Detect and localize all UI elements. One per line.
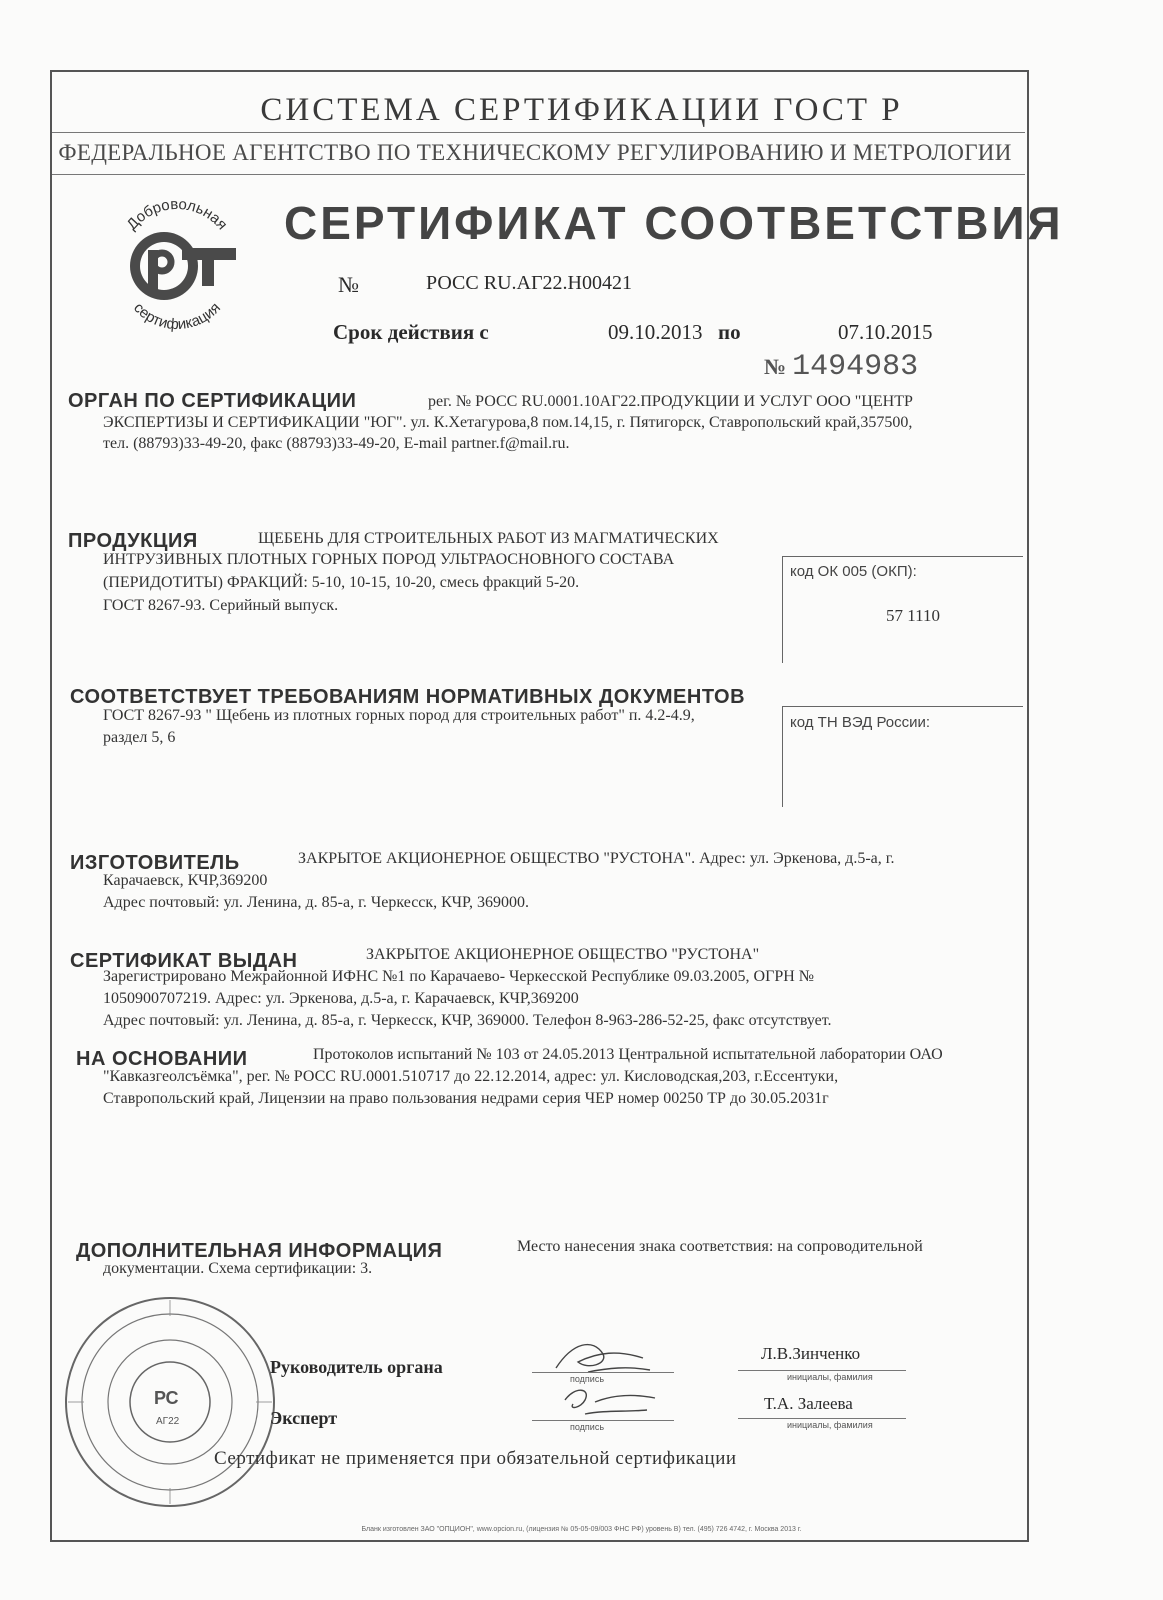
okp-value: 57 1110 (886, 606, 940, 625)
product-line-4: ГОСТ 8267-93. Серийный выпуск. (103, 597, 339, 614)
expert-signature-icon (555, 1380, 665, 1424)
agency-header: ФЕДЕРАЛЬНОЕ АГЕНТСТВО ПО ТЕХНИЧЕСКОМУ РЕГУЛИРОВАНИЮ И МЕТРОЛОГИИ (58, 140, 1012, 165)
issued-line-1: ЗАКРЫТОЕ АКЦИОНЕРНОЕ ОБЩЕСТВО "РУСТОНА" (366, 946, 760, 963)
rst-logo-icon (102, 192, 252, 332)
svg-text:сертификация (130, 299, 224, 332)
head-name: Л.В.Зинченко (761, 1344, 861, 1363)
tnved-label: код ТН ВЭД России: (790, 714, 931, 731)
logo-top-text: Добровольная (123, 195, 231, 234)
head-name-line (738, 1370, 906, 1371)
svg-text:Добровольная (123, 196, 230, 233)
expert-label: Эксперт (270, 1408, 338, 1428)
issued-line-4: Адрес почтовый: ул. Ленина, д. 85-а, г. Черкесск, КЧР, 369000. Телефон 8-963-286-52-25, факс отсутствует. (103, 1012, 832, 1029)
manufacturer-line-2: Карачаевск, КЧР,369200 (103, 872, 268, 889)
manufacturer-heading: ИЗГОТОВИТЕЛЬ (70, 852, 240, 874)
head-name-caption: инициалы, фамилия (787, 1372, 873, 1382)
additional-line-1: Место нанесения знака соответствия: на сопроводительной (517, 1238, 923, 1255)
certificate-number: РОСС RU.АГ22.Н00421 (426, 272, 632, 294)
registration-label: № (764, 354, 787, 379)
product-line-2: ИНТРУЗИВНЫХ ПЛОТНЫХ ГОРНЫХ ПОРОД УЛЬТРАОСНОВНОГО СОСТАВА (103, 551, 675, 568)
organization-stamp-icon (58, 1290, 283, 1515)
additional-heading: ДОПОЛНИТЕЛЬНАЯ ИНФОРМАЦИЯ (76, 1240, 443, 1262)
conformity-heading: СООТВЕТСТВУЕТ ТРЕБОВАНИЯМ НОРМАТИВНЫХ ДОКУМЕНТОВ (70, 686, 746, 708)
validity-to-label: по (718, 320, 741, 344)
validity-from: 09.10.2013 (608, 320, 703, 344)
expert-sign-caption: подпись (570, 1422, 605, 1432)
organ-line-2: ЭКСПЕРТИЗЫ И СЕРТИФИКАЦИИ "ЮГ". ул. К.Хетагурова,8 пом.14,15, г. Пятигорск, Ставропольский край,357500, (103, 414, 913, 431)
system-header: СИСТЕМА СЕРТИФИКАЦИИ ГОСТ Р (260, 92, 903, 128)
stamp-center-text: АГ22 (156, 1416, 180, 1427)
head-sign-caption: подпись (570, 1374, 605, 1384)
basis-heading: НА ОСНОВАНИИ (76, 1048, 248, 1070)
okp-label: код ОК 005 (ОКП): (790, 563, 917, 580)
validity-to: 07.10.2015 (838, 320, 933, 344)
validity-label: Срок действия с (333, 320, 489, 344)
conformity-line-2: раздел 5, 6 (103, 729, 176, 746)
certificate-title: СЕРТИФИКАТ СООТВЕТСТВИЯ (284, 197, 1064, 249)
registration-number (764, 350, 918, 384)
head-label: Руководитель органа (270, 1357, 443, 1377)
conformity-line-1: ГОСТ 8267-93 " Щебень из плотных горных пород для строительных работ" п. 4.2-4.9, (103, 707, 695, 724)
product-heading: ПРОДУКЦИЯ (68, 530, 198, 552)
basis-line-1: Протоколов испытаний № 103 от 24.05.2013 Центральной испытательной лаборатории ОАО (313, 1046, 943, 1063)
number-label: № (338, 272, 359, 297)
svg-text:РС: РС (154, 1388, 179, 1408)
product-line-3: (ПЕРИДОТИТЫ) ФРАКЦИЙ: 5-10, 10-15, 10-20, смесь фракций 5-20. (103, 574, 580, 591)
header-rule-1 (52, 132, 1025, 133)
manufacturer-line-3: Адрес почтовый: ул. Ленина, д. 85-а, г. Черкесск, КЧР, 369000. (103, 894, 529, 911)
basis-line-2: "Кавказгеолсъёмка", рег. № РОСС RU.0001.510717 до 22.12.2014, адрес: ул. Кисловодская,203, г.Ессентуки, (103, 1068, 839, 1085)
registration-value: 1494983 (792, 350, 919, 384)
issued-line-3: 1050900707219. Адрес: ул. Эркенова, д.5-а, г. Карачаевск, КЧР,369200 (103, 990, 579, 1007)
organ-line-1: рег. № РОСС RU.0001.10АГ22.ПРОДУКЦИИ И УСЛУГ ООО "ЦЕНТР (428, 393, 913, 410)
disclaimer: Сертификат не применяется при обязательной сертификации (214, 1448, 737, 1469)
additional-line-2: документации. Схема сертификации: 3. (103, 1260, 373, 1277)
expert-name-line (738, 1418, 906, 1419)
issued-line-2: Зарегистрировано Межрайонной ИФНС №1 по Карачаево- Черкесской Республике 09.03.2005, ОГРН № (103, 968, 815, 985)
logo-bottom-text: сертификация (130, 299, 224, 332)
basis-line-3: Ставропольский край, Лицензии на право пользования недрами серия ЧЕР номер 00250 ТР до 30.05.2031г (103, 1090, 829, 1107)
form-footer: Бланк изготовлен ЗАО "ОПЦИОН", www.opcion.ru, (лицензия № 05-05-09/003 ФНС РФ) уровень В) тел. (495) 726 4742, г. Москва 2013 г. (361, 1526, 802, 1533)
header-rule-2 (52, 174, 1025, 175)
manufacturer-line-1: ЗАКРЫТОЕ АКЦИОНЕРНОЕ ОБЩЕСТВО "РУСТОНА". Адрес: ул. Эркенова, д.5-а, г. (298, 850, 895, 867)
expert-name-caption: инициалы, фамилия (787, 1420, 873, 1430)
expert-name: Т.А. Залеева (764, 1394, 853, 1413)
head-signature-line (532, 1372, 674, 1373)
organ-heading: ОРГАН ПО СЕРТИФИКАЦИИ (68, 390, 357, 412)
organ-line-3: тел. (88793)33-49-20, факс (88793)33-49-20, E-mail partner.f@mail.ru. (103, 435, 570, 452)
product-line-1: ЩЕБЕНЬ ДЛЯ СТРОИТЕЛЬНЫХ РАБОТ ИЗ МАГМАТИЧЕСКИХ (258, 530, 719, 547)
expert-signature-line (532, 1420, 674, 1421)
issued-heading: СЕРТИФИКАТ ВЫДАН (70, 950, 298, 972)
